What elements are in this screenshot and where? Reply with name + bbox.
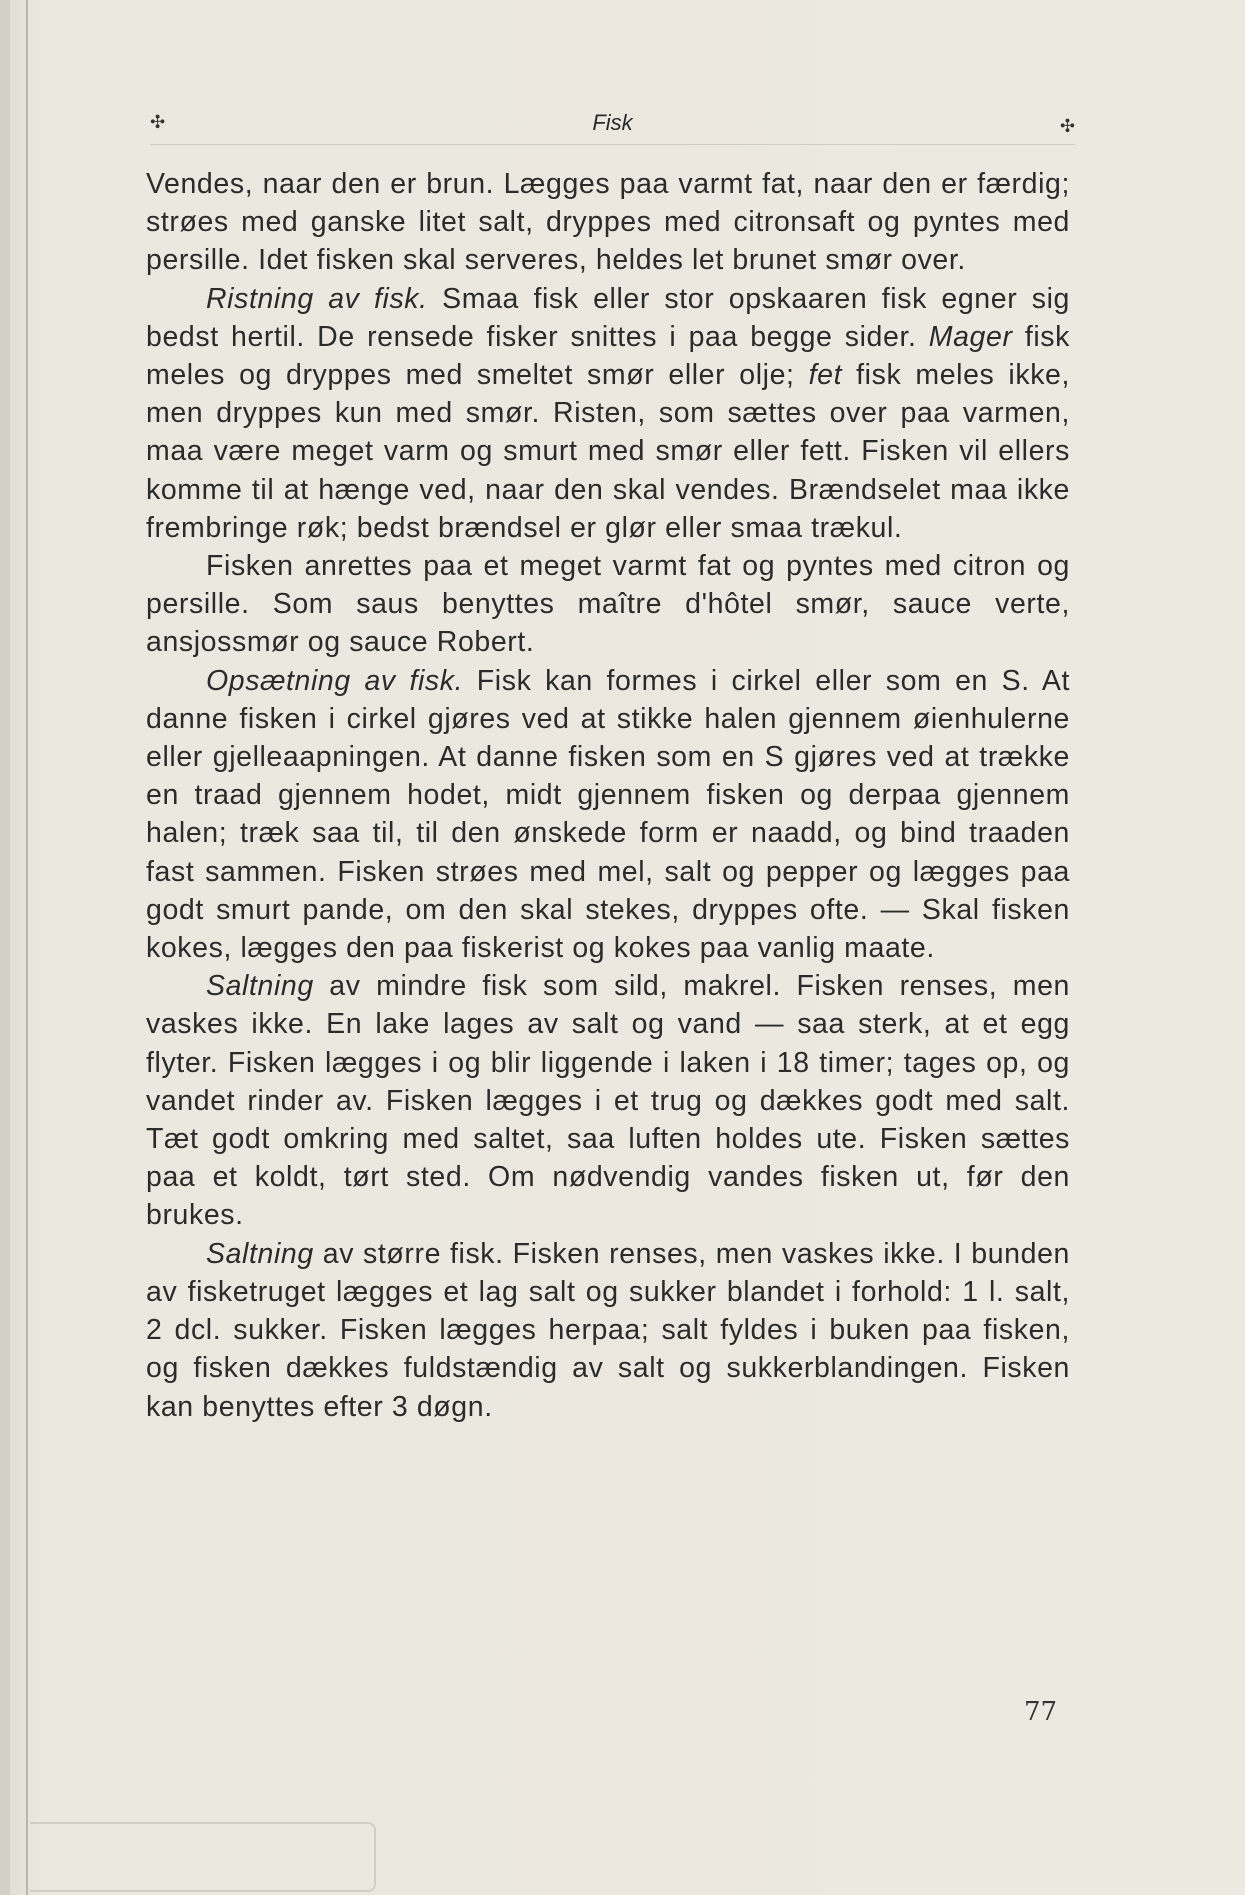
paragraph-text: Fisken anrettes paa et meget varmt fat og pyntes med citron og persille. Som saus benyttes maître d'hôtel smør, sauce verte, ansjossmør og sauce Robert.	[146, 550, 1070, 659]
paragraph-p3	[146, 547, 1070, 662]
ornament-left-icon: ✣	[150, 112, 166, 133]
page-binding-shadow	[0, 0, 10, 1895]
page-number: 77	[1024, 1697, 1058, 1727]
running-header	[150, 104, 1075, 144]
paragraph-heading: Saltning	[206, 1237, 314, 1270]
ornament-right-icon: ✣	[1059, 116, 1075, 137]
paragraph-heading: Mager	[928, 320, 1013, 353]
body-text	[146, 165, 1070, 1426]
header-rule	[150, 144, 1075, 145]
paragraph-p1	[146, 165, 1070, 280]
paragraph-text: fisk meles og dryppes med smeltet smør eller olje;	[146, 320, 1070, 392]
paragraph-heading: Opsætning av fisk.	[206, 664, 464, 697]
paragraph-p6	[146, 1235, 1070, 1426]
paragraph-heading: Ristning av fisk.	[206, 282, 428, 315]
page-tab-edge	[30, 1822, 376, 1892]
paragraph-text: Fisk kan formes i cirkel eller som en S. At danne fisken i cirkel gjøres ved at stikke halen gjennem øienhulerne eller gjelleaapningen. At danne fisken som en S gjøres ved at trække en traad gjennem hodet, midt gjennem fisken og derpaa gjennem halen; træk saa til, til den ønskede form er naadd, og bind traaden fast sammen. Fisken strøes med mel, salt og pepper og lægges paa godt smurt pande, om den skal stekes, dryppes ofte. — Skal fisken kokes, lægges den paa fiskerist og kokes paa vanlig maate.	[146, 664, 1070, 965]
paragraph-text: fisk meles ikke, men dryppes kun med smør. Risten, som sættes over paa varmen, maa være meget varm og smurt med smør eller fett. Fisken vil ellers komme til at hænge ved, naar den skal vendes. Brændselet maa ikke frembringe røk; bedst brændsel er glør eller smaa trækul.	[146, 359, 1071, 544]
paragraph-text: Vendes, naar den er brun. Lægges paa varmt fat, naar den er færdig; strøes med ganske litet salt, dryppes med citronsaft og pyntes med persille. Idet fisken skal serveres, heldes let brunet smør over.	[146, 168, 1070, 277]
paragraph-heading: fet	[808, 359, 843, 392]
paragraph-text: Smaa fisk eller stor opskaaren fisk egner sig bedst hertil. De rensede fisker snittes i paa begge sider.	[146, 282, 1070, 353]
paragraph-p2	[146, 280, 1070, 547]
running-title: Fisk	[592, 110, 633, 135]
paragraph-heading: Saltning	[206, 970, 314, 1003]
page-binding-edge	[26, 0, 28, 1895]
paragraph-p4	[146, 662, 1070, 968]
paragraph-p5	[146, 967, 1070, 1234]
paragraph-text: av mindre fisk som sild, makrel. Fisken renses, men vaskes ikke. En lake lages av salt og vand — saa sterk, at et egg flyter. Fisken lægges i og blir liggende i laken i 18 timer; tages op, og vandet rinder av. Fisken lægges i et trug og dækkes godt med salt. Tæt godt omkring med saltet, saa luften holdes ute. Fisken sættes paa et koldt, tørt sted. Om nødvendig vandes fisken ut, før den brukes.	[146, 970, 1070, 1232]
paragraph-text: av større fisk. Fisken renses, men vaskes ikke. I bunden av fisketruget lægges et lag salt og sukker blandet i forhold: 1 l. salt, 2 dcl. sukker. Fisken lægges herpaa; salt fyldes i buken paa fisken, og fisken dækkes fuldstændig av salt og sukkerblandingen. Fisken kan benyttes efter 3 døgn.	[146, 1237, 1070, 1423]
